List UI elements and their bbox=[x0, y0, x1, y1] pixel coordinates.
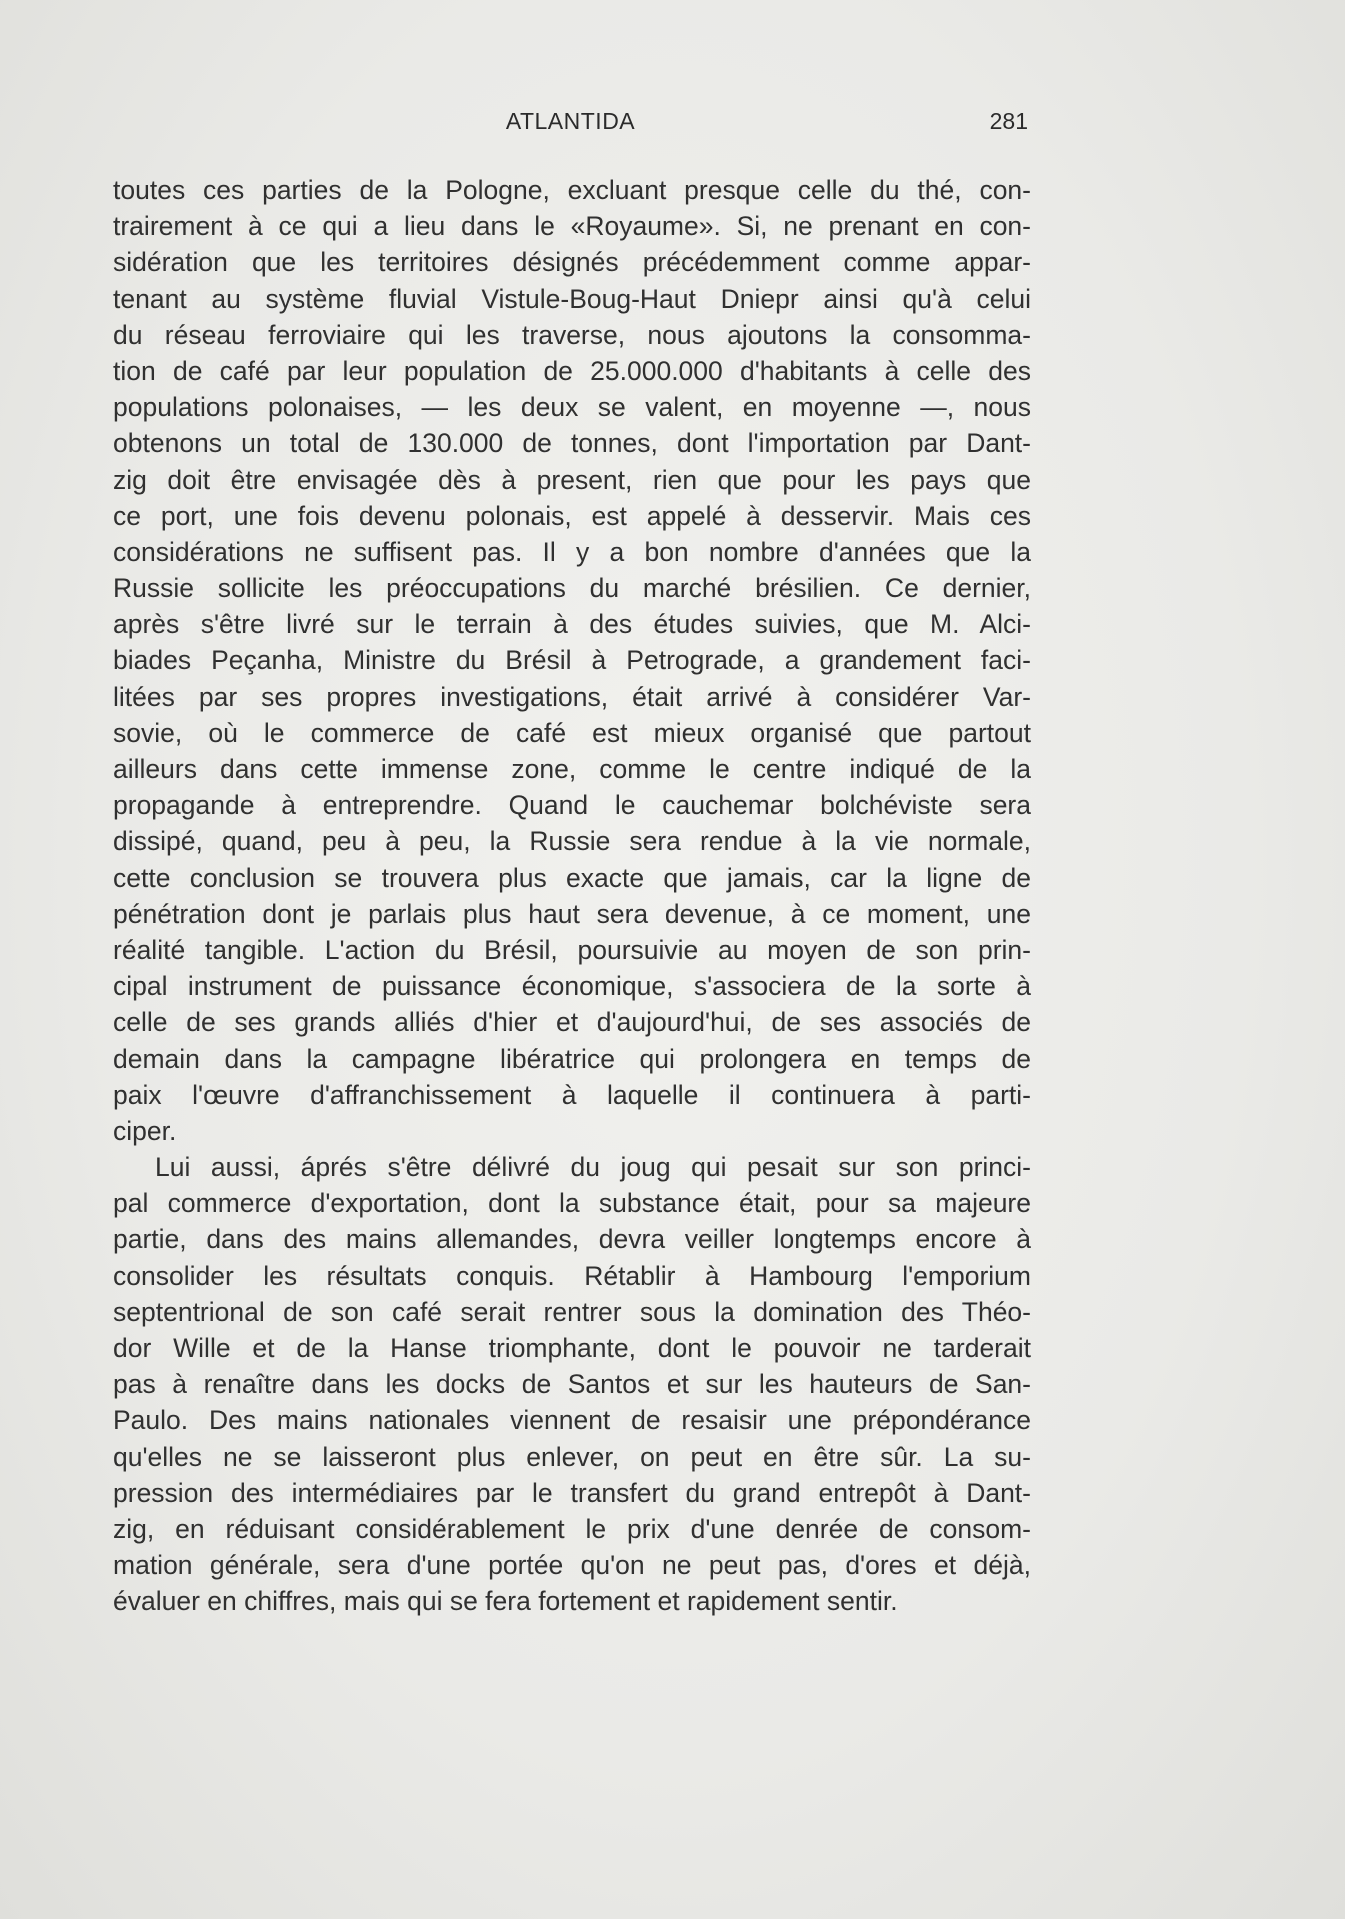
text-line: partie, dans des mains allemandes, devra veiller longtemps encore à bbox=[113, 1224, 1031, 1255]
text-line: pénétration dont je parlais plus haut sera devenue, à ce moment, une bbox=[113, 898, 1031, 929]
text-line: obtenons un total de 130.000 de tonnes, dont l'importation par Dant- bbox=[113, 428, 1031, 459]
page-header bbox=[113, 108, 1028, 142]
text-line: pression des intermédiaires par le transfert du grand entrepôt à Dant- bbox=[113, 1477, 1031, 1508]
text-line: ciper. bbox=[113, 1115, 177, 1146]
text-line: celle de ses grands alliés d'hier et d'aujourd'hui, de ses associés de bbox=[113, 1007, 1031, 1038]
text-line: ce port, une fois devenu polonais, est appelé à desservir. Mais ces bbox=[113, 500, 1031, 531]
text-line: zig doit être envisagée dès à present, rien que pour les pays que bbox=[113, 464, 1031, 495]
text-line: litées par ses propres investigations, était arrivé à considérer Var- bbox=[113, 681, 1031, 712]
text-line: ailleurs dans cette immense zone, comme le centre indiqué de la bbox=[113, 754, 1031, 784]
text-line: Paulo. Des mains nationales viennent de resaisir une prépondérance bbox=[113, 1405, 1031, 1436]
text-line: considérations ne suffisent pas. Il y a bon nombre d'années que la bbox=[113, 536, 1031, 567]
text-line: consolider les résultats conquis. Rétablir à Hambourg l'emporium bbox=[113, 1260, 1031, 1291]
paragraph bbox=[113, 1149, 1031, 1619]
text-line: pas à renaître dans les docks de Santos et sur les hauteurs de San- bbox=[113, 1369, 1031, 1400]
text-line: biades Peçanha, Ministre du Brésil à Petrograde, a grandement faci- bbox=[113, 645, 1031, 676]
text-line: zig, en réduisant considérablement le prix d'une denrée de consom- bbox=[113, 1513, 1031, 1544]
text-line: populations polonaises, — les deux se valent, en moyenne —, nous bbox=[113, 392, 1031, 423]
text-line: Russie sollicite les préoccupations du marché brésilien. Ce dernier, bbox=[113, 573, 1031, 604]
text-line: septentrional de son café serait rentrer sous la domination des Théo- bbox=[113, 1296, 1031, 1327]
body-text bbox=[113, 172, 1031, 1620]
paragraph bbox=[113, 172, 1031, 1149]
text-line: demain dans la campagne libératrice qui prolongera en temps de bbox=[113, 1043, 1031, 1074]
text-line: tenant au système fluvial Vistule-Boug-Haut Dniepr ainsi qu'à celui bbox=[113, 283, 1031, 314]
text-line: Lui aussi, áprés s'être délivré du joug qui pesait sur son princi- bbox=[155, 1152, 1031, 1183]
text-line: tion de café par leur population de 25.000.000 d'habitants à celle des bbox=[113, 355, 1031, 386]
text-line: réalité tangible. L'action du Brésil, poursuivie au moyen de son prin- bbox=[113, 934, 1031, 965]
text-line: cipal instrument de puissance économique, s'associera de la sorte à bbox=[113, 971, 1031, 1002]
text-line: après s'être livré sur le terrain à des études suivies, que M. Alci- bbox=[113, 609, 1031, 640]
text-line: pal commerce d'exportation, dont la substance était, pour sa majeure bbox=[113, 1188, 1031, 1219]
text-line: du réseau ferroviaire qui les traverse, nous ajoutons la consomma- bbox=[113, 319, 1031, 350]
running-head: ATLANTIDA bbox=[505, 108, 636, 134]
text-line: propagande à entreprendre. Quand le cauchemar bolchéviste sera bbox=[113, 790, 1031, 821]
text-line: toutes ces parties de la Pologne, excluant presque celle du thé, con- bbox=[113, 175, 1031, 205]
text-line: dissipé, quand, peu à peu, la Russie sera rendue à la vie normale, bbox=[113, 826, 1031, 857]
page-number: 281 bbox=[989, 108, 1028, 134]
text-line: dor Wille et de la Hanse triomphante, dont le pouvoir ne tarderait bbox=[113, 1333, 1031, 1363]
text-line: trairement à ce qui a lieu dans le «Royaume». Si, ne prenant en con- bbox=[113, 211, 1031, 242]
text-line: qu'elles ne se laisseront plus enlever, on peut en être sûr. La su- bbox=[113, 1441, 1031, 1472]
text-line: cette conclusion se trouvera plus exacte que jamais, car la ligne de bbox=[113, 862, 1031, 893]
text-line: paix l'œuvre d'affranchissement à laquelle il continuera à parti- bbox=[113, 1079, 1031, 1110]
text-line: sovie, où le commerce de café est mieux organisé que partout bbox=[113, 717, 1031, 748]
text-line: mation générale, sera d'une portée qu'on ne peut pas, d'ores et déjà, bbox=[113, 1550, 1031, 1581]
text-line: évaluer en chiffres, mais qui se fera fortement et rapidement sentir. bbox=[113, 1586, 898, 1617]
text-line: sidération que les territoires désignés précédemment comme appar- bbox=[113, 247, 1031, 278]
